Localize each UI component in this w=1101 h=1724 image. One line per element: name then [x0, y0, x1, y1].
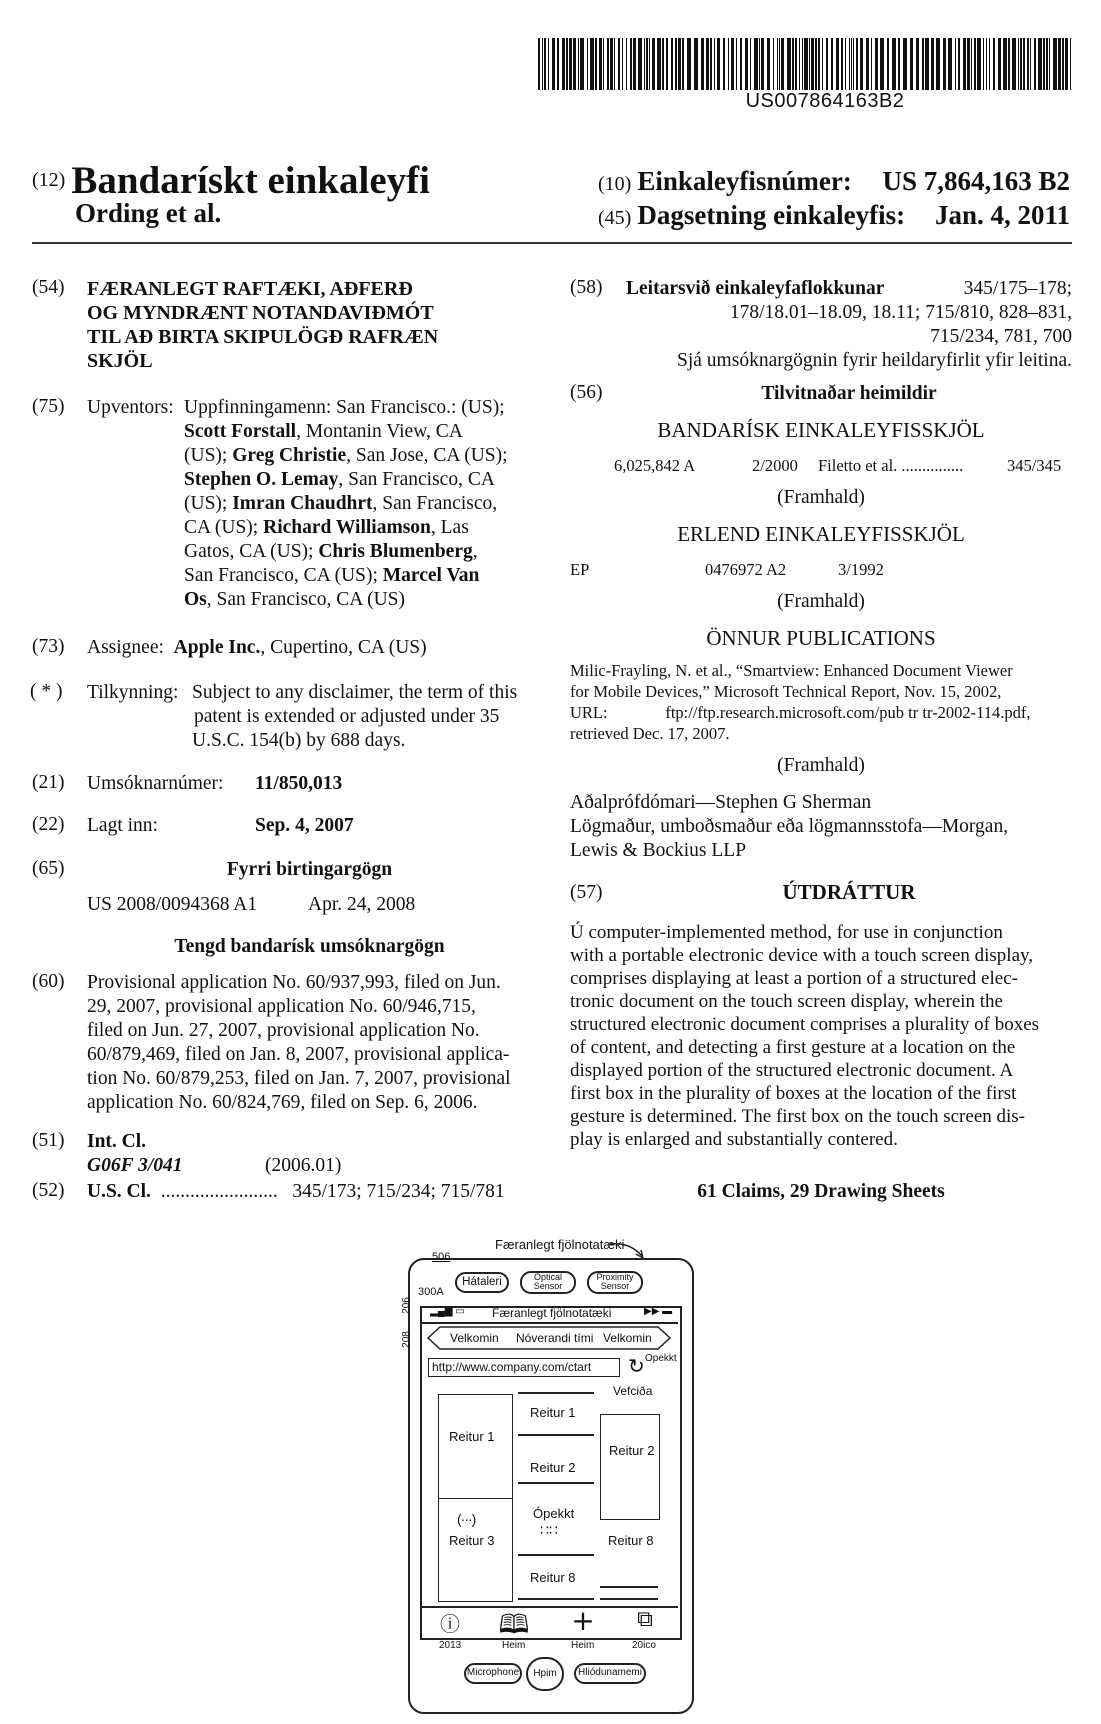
status-bar-title: Færanlegt fjölnotatæki	[492, 1306, 612, 1320]
prior-publication-heading: Fyrri birtingargögn	[226, 859, 393, 880]
barcode	[538, 38, 1072, 90]
toolbar-label-3: Heim	[571, 1640, 595, 1651]
invention-title: FÆRANLEGT RAFTÆKI, AÐFERÐ OG MYNDRÆNT NOTANDAVIÐMÓT TIL AÐ BIRTA SKIPULÖGÐ RAFRÆN SKJÖL	[87, 278, 439, 372]
webpage-label: Vefciða	[613, 1384, 653, 1398]
related-data-heading: Tengd bandarísk umsóknargögn	[174, 936, 445, 957]
int-cl-year: (2006.01)	[265, 1155, 342, 1176]
header-inventor: Ording et al.	[75, 198, 222, 228]
unknown-label: Ópekkt	[533, 1506, 575, 1521]
references-heading: Tilvitnaðar heimildir	[761, 383, 937, 404]
ref-208: 208	[400, 1331, 412, 1348]
nav-forward: Velkomin	[603, 1331, 652, 1345]
ref-206: 206	[400, 1297, 412, 1314]
field-of-search: Leitarsvið einkaleyfaflokkunar 345/175–178; 178/18.01–18.09, 18.11; 715/810, 828–831, 715/234, 781, 700 Sjá umsóknargögnin fyrir heildaryfirlit yfir leitina.	[626, 278, 1072, 371]
continued-1: (Framhald)	[777, 487, 865, 508]
block-2-box	[600, 1414, 660, 1520]
block-3-icon: (···)	[457, 1511, 476, 1527]
other-publications-heading: ÖNNUR PUBLICATIONS	[706, 626, 936, 650]
header-rule	[32, 242, 1072, 244]
proximity-sensor: Proximity Sensor	[587, 1271, 643, 1294]
prior-publication-date: Apr. 24, 2008	[308, 894, 416, 915]
inventors-label: Upventors:	[87, 397, 174, 418]
toolbar-label-4: 20ico	[632, 1640, 656, 1651]
application-number-label: Umsóknarnúmer:	[87, 773, 224, 794]
foreign-ref-country: EP	[570, 560, 590, 579]
block-1-label-center: Reitur 1	[530, 1405, 576, 1420]
int-cl-label: Int. Cl.	[87, 1131, 147, 1152]
block-8-label-center: Reitur 8	[530, 1570, 576, 1585]
filed-label: Lagt inn:	[87, 815, 158, 836]
primary-examiner: Aðalprófdómari—Stephen G Sherman	[570, 792, 872, 813]
ref-506: 506	[432, 1251, 451, 1263]
filed-date: Sep. 4, 2007	[255, 815, 354, 836]
refresh-icon: ↻	[628, 1356, 645, 1378]
us-ref-name: Filetto et al. ...............	[818, 456, 964, 475]
microphone: Microphone	[464, 1663, 522, 1684]
info-icon: ⓘ	[440, 1612, 460, 1636]
application-number: 11/850,013	[255, 773, 343, 794]
ref-300a: 300A	[418, 1286, 444, 1298]
block-2-label-center: Reitur 2	[530, 1460, 576, 1475]
speaker: Hátaleri	[455, 1272, 509, 1293]
inventors-list: Uppfinningamenn: San Francisco.: (US); Scott Forstall, Montanin View, CA (US); Greg Christie, San Jose, CA (US); Stephen O. Lemay, San Francisco, CA (US); Imran Chaudhrt, San Francisco, CA (US); Richard Williamson, Las Gatos, CA (US); Chris Blumenberg, San Francisco, CA (US); Marcel Van Os, San Francisco, CA (US)	[184, 397, 508, 610]
toolbar-label-2: Heim	[502, 1640, 526, 1651]
us-ref-date: 2/2000	[752, 456, 798, 475]
block-3-label: Reitur 3	[449, 1533, 495, 1548]
attorney: Lögmaður, umboðsmaður eða lögmannsstofa—Morgan, Lewis & Bockius LLP	[570, 816, 1009, 861]
block-2-label: Reitur 2	[609, 1443, 655, 1458]
us-patent-documents-heading: BANDARÍSK EINKALEYFISSKJÖL	[657, 418, 985, 442]
block-1-label: Reitur 1	[449, 1429, 495, 1444]
continued-2: (Framhald)	[777, 591, 865, 612]
abstract-text: Ú computer-implemented method, for use in conjunction with a portable electronic device with a touch screen display, comprises displaying at least a portion of a structured elec- tronic document on the touch screen display, wherein the structured electronic document comprises a plurality of boxes of content, and detecting a first gesture at a location on the displayed portion of the structured electronic document. A first box in the plurality of boxes at the location of the first gesture is determined. The first box on the touch screen dis- play is enlarged and substantially contered.	[570, 922, 1040, 1150]
unknown-icon: ∷∷	[540, 1522, 558, 1538]
pages-icon: ⧉	[637, 1607, 653, 1632]
block-8-label: Reitur 8	[608, 1533, 654, 1548]
nav-title: Nóverandi tími	[516, 1331, 594, 1345]
refresh-label: Opekkt	[645, 1353, 677, 1364]
foreign-ref-number: 0476972 A2	[705, 560, 787, 579]
assignee: Assignee: Apple Inc., Cupertino, CA (US)	[87, 637, 427, 658]
block-1-box	[438, 1394, 513, 1499]
signal-icon: ▂▄▆ ▭	[430, 1306, 465, 1317]
continued-3: (Framhald)	[777, 755, 865, 776]
battery-icon: ▶▶ ▬	[644, 1306, 673, 1317]
block-3-box	[438, 1498, 513, 1602]
add-icon: +	[571, 1604, 595, 1637]
barcode-number: US007864163B2	[745, 90, 905, 112]
int-cl-code: G06F 3/041	[87, 1155, 183, 1176]
us-ref-number: 6,025,842 A	[614, 456, 696, 475]
abstract-heading: ÚTDRÁTTUR	[782, 880, 916, 904]
toolbar-label-1: 2013	[439, 1640, 462, 1651]
notice-text: Subject to any disclaimer, the term of this patent is extended or adjusted under 35 U.S.C. 154(b) by 688 days.	[192, 682, 518, 751]
bookmark-icon: 🕮	[498, 1610, 530, 1640]
nav-back: Velkomin	[450, 1331, 499, 1345]
us-ref-class: 345/345	[1007, 456, 1062, 475]
header-patent-date: (45) Dagsetning einkaleyfis: Jan. 4, 2011	[598, 200, 1070, 230]
device-label: Færanlegt fjölnotatæki	[495, 1237, 625, 1252]
other-publication: Milic-Frayling, N. et al., “Smartview: Enhanced Document Viewer for Mobile Devices,” Microsoft Technical Report, Nov. 15, 2002, URL: ftp://ftp.research.microsoft.com/pub tr tr-2002-114.pdf, retrieved Dec. 17, 2007.	[570, 661, 1031, 743]
foreign-ref-date: 3/1992	[838, 560, 884, 579]
related-applications: Provisional application No. 60/937,993, filed on Jun. 29, 2007, provisional application No. 60/946,715, filed on Jun. 27, 2007, provisional application No. 60/879,469, filed on Jan. 8, 2007, provisional applica- tion No. 60/879,253, filed on Jan. 7, 2007, provisional application No. 60/824,769, filed on Sep. 6, 2006.	[87, 972, 511, 1113]
prior-publication-number: US 2008/0094368 A1	[87, 894, 258, 915]
url-text: http://www.company.com/ctart	[432, 1360, 592, 1374]
foreign-documents-heading: ERLEND EINKALEYFISSKJÖL	[677, 522, 965, 546]
accelerometer: Hliódunamemi	[574, 1663, 646, 1684]
claims-count: 61 Claims, 29 Drawing Sheets	[697, 1181, 945, 1202]
optical-sensor: Optical Sensor	[520, 1271, 576, 1294]
us-cl: U.S. Cl. ........................ 345/173; 715/234; 715/781	[87, 1181, 505, 1202]
home-button: Hpim	[526, 1657, 564, 1691]
header-title: (12) Bandarískt einkaleyfi	[32, 159, 430, 202]
notice-label: Tilkynning:	[87, 682, 179, 703]
header-patent-number: (10) Einkaleyfisnúmer: US 7,864,163 B2	[598, 166, 1070, 196]
